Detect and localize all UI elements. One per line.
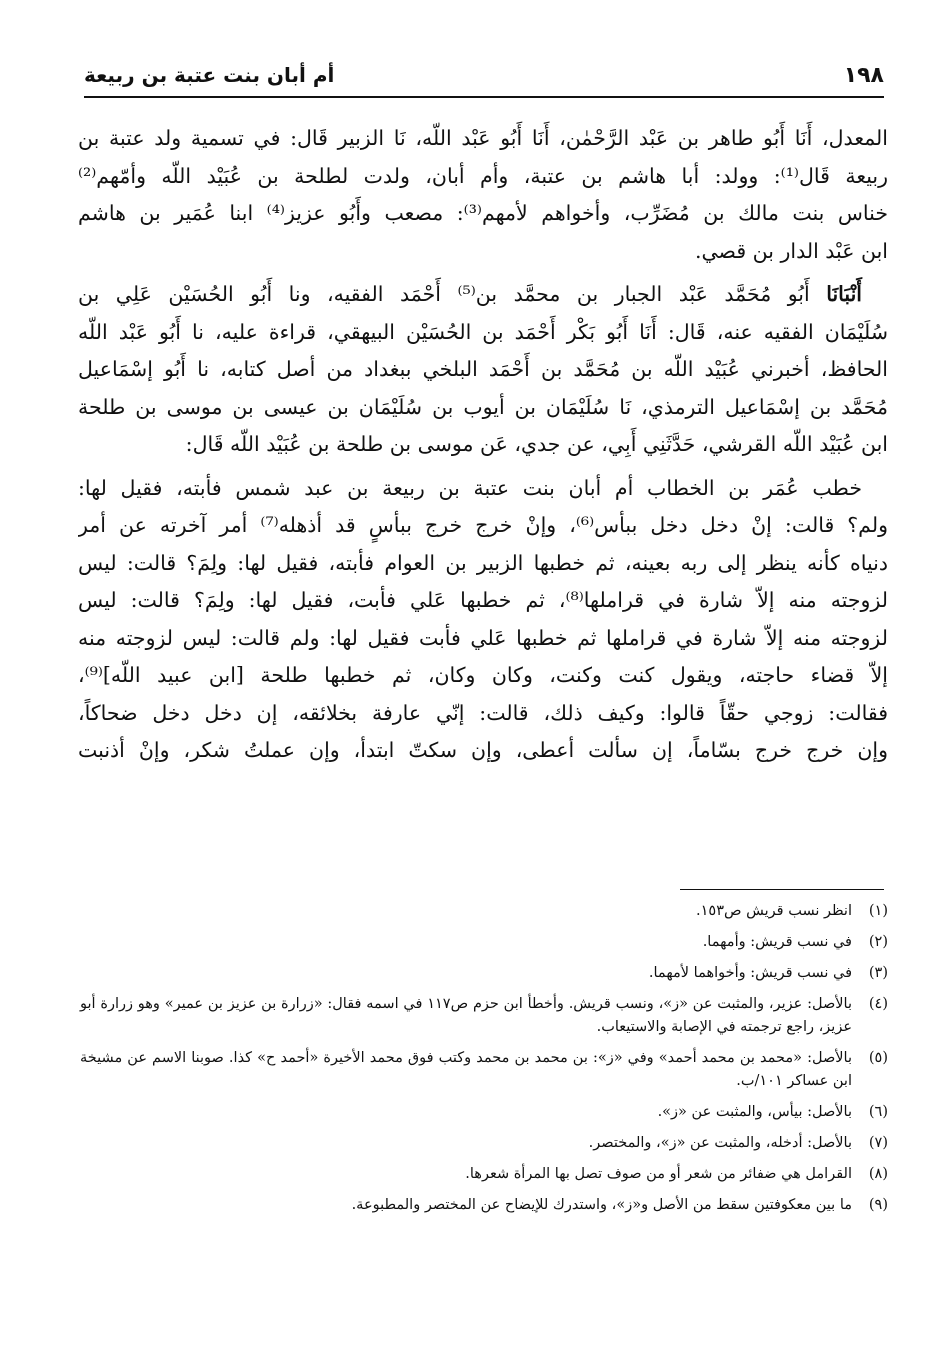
footnote — [80, 1101, 888, 1124]
footnote-text: في نسب قريش: وأمهما. — [702, 934, 852, 950]
text-line: ولم؟ قالت: إنْ دخل دخل ببأس⁽⁶⁾، وإنْ خرج خرج ببأسٍ قد أذهله⁽⁷⁾ أمر آخرته عن أمر — [78, 513, 888, 537]
footnote-text: في نسب قريش: وأخواهما لأمهما. — [648, 965, 852, 981]
footnote-number: (٦) — [868, 1104, 888, 1120]
paragraph-3 — [78, 470, 888, 770]
text-line: دنياه كأنه ينظر إلى ربه بعينه، ثم خطبها الزبير بن العوام فأبته، فقيل لها: ولِمَ؟ قالت: ليس — [78, 550, 888, 575]
footnote-separator — [680, 889, 884, 890]
text-line: لزوجته منه إلاّ شارة في قراملها ثم خطبها عَلي فأبت فقيل لها: ولم قالت: ليس لزوجته منه — [78, 625, 888, 650]
text-line: سُلَيْمَان الفقيه عنه، قَال: أَنَا أَبُو بَكْر أَحْمَد بن الحُسَيْن البيهقي، قراءة عليه، نا أَبُو عَبْد اللّه — [78, 319, 888, 344]
footnote-number: (٨) — [868, 1166, 888, 1182]
footnote — [80, 900, 888, 923]
running-title: أم أبان بنت عتبة بن ربيعة — [84, 63, 335, 87]
text-line: ربيعة قَال⁽¹⁾: وولد: أبا هاشم بن عتبة، وأم أبان، ولدت لطلحة بن عُبَيْد اللّه وأمّهم⁽²⁾ — [78, 163, 888, 188]
text-line: وإن خرج خرج بسّاماً، إن سألت أعطى، وإن سكتّ ابتدأ، وإن عملتُ شكر، وإنْ أذنبت — [78, 738, 888, 762]
footnote — [80, 962, 888, 985]
page-header — [84, 58, 884, 92]
text-line: لزوجته منه إلاّ شارة في قراملها⁽⁸⁾، ثم خطبها عَلي فأبت، فقيل لها: ولِمَ؟ قالت: ليس — [78, 588, 888, 612]
isnad-lead-word: أَنْبَانَا — [826, 282, 862, 306]
text-line: خطب عُمَر بن الخطاب أم أبان بنت عتبة بن ربيعة بن عبد شمس فأبته، فقيل لها: — [78, 475, 862, 500]
footnotes — [80, 900, 888, 1225]
footnote-number: (٢) — [868, 934, 888, 950]
footnote-text: بالأصل: أدخله، والمثبت عن «ز»، والمختصر. — [588, 1135, 852, 1151]
header-rule — [84, 96, 884, 98]
footnote — [80, 1163, 888, 1186]
footnote-text: بالأصل: عزير، والمثبت عن «ز»، ونسب قريش. وأخطأ ابن حزم ص١١٧ في اسمه فقال: «زرارة بن عزيز بن عمير» وهو زرارة أبو عزيز، راجع ترجمته في الإصابة والاستيعاب. — [80, 996, 852, 1035]
main-text — [78, 120, 888, 776]
footnote-number: (٣) — [868, 965, 888, 981]
footnote-number: (١) — [868, 903, 888, 919]
footnote — [80, 1194, 888, 1217]
paragraph-2 — [78, 276, 888, 464]
footnote-text: انظر نسب قريش ص١٥٣. — [696, 903, 852, 919]
text-line: ابن عُبَيْد اللّه القرشي، حَدَّثَنِي أَبِي، عن جدي، عَن موسى بن طلحة بن عُبَيْد اللّه قَال: — [185, 432, 888, 456]
footnote-number: (٥) — [868, 1050, 888, 1066]
text-line-rest: أَبُو مُحَمَّد عَبْد الجبار بن محمَّد بن⁽⁵⁾ أَحْمَد الفقيه، ونا أَبُو الحُسَيْن عَلِي بن — [78, 282, 827, 306]
footnote — [80, 1047, 888, 1093]
text-line: مُحَمَّد بن إسْمَاعيل الترمذي، نَا سُلَيْمَان بن أيوب بن سُلَيْمَان بن عيسى بن موسى بن طلحة — [78, 394, 888, 419]
footnote — [80, 931, 888, 954]
text-line: الحافظ، أخبرني عُبَيْد اللّه بن مُحَمَّد بن أَحْمَد البلخي ببغداد من أصل كتابه، نا أَبُو إسْمَاعيل — [78, 357, 888, 381]
footnote-text: بالأصل: بيأس، والمثبت عن «ز». — [657, 1104, 852, 1120]
paragraph-1 — [78, 120, 888, 270]
text-line — [78, 276, 888, 314]
footnote — [80, 1132, 888, 1155]
text-line: خناس بنت مالك بن مُضَرِّب، وأخواهم لأمهم⁽³⁾: مصعب وأَبُو عزيز⁽⁴⁾ ابنا عُمَير بن هاشم — [78, 201, 888, 225]
footnote-number: (٤) — [868, 996, 888, 1012]
text-line: المعدل، أَنَا أَبُو طاهر بن عَبْد الرَّحْمٰن، أَنَا أَبُو عَبْد اللّه، نَا الزبير قَال: في تسمية ولد عتبة بن — [78, 126, 888, 150]
page-number: ١٩٨ — [843, 62, 884, 88]
footnote — [80, 993, 888, 1039]
footnote-text: بالأصل: «محمد بن محمد أحمد» وفي «ز»: بن محمد بن محمد وكتب فوق محمد الأخيرة «أحمد ح» كذا. صوبنا الاسم عن مشيخة ابن عساكر ١٠١/ب. — [80, 1050, 852, 1089]
text-line: فقالت: زوجي حقّاً قالوا: وكيف ذلك، قالت: إنّي عارفة بخلائقه، إن دخل دخل ضحاكاً، — [78, 700, 888, 725]
footnote-number: (٩) — [868, 1197, 888, 1213]
text-line: إلاّ قضاء حاجته، ويقول كنت وكنت، وكان وكان، ثم خطبها طلحة [ابن عبيد اللّه]⁽⁹⁾، — [78, 663, 888, 687]
text-line: ابن عَبْد الدار بن قصي. — [694, 238, 888, 263]
footnote-text: ما بين معكوفتين سقط من الأصل و«ز»، واستدرك للإيضاح عن المختصر والمطبوعة. — [351, 1197, 852, 1213]
footnote-number: (٧) — [868, 1135, 888, 1151]
footnote-text: القرامل هي ضفائر من شعر أو من صوف تصل بها المرأة شعرها. — [465, 1166, 852, 1182]
